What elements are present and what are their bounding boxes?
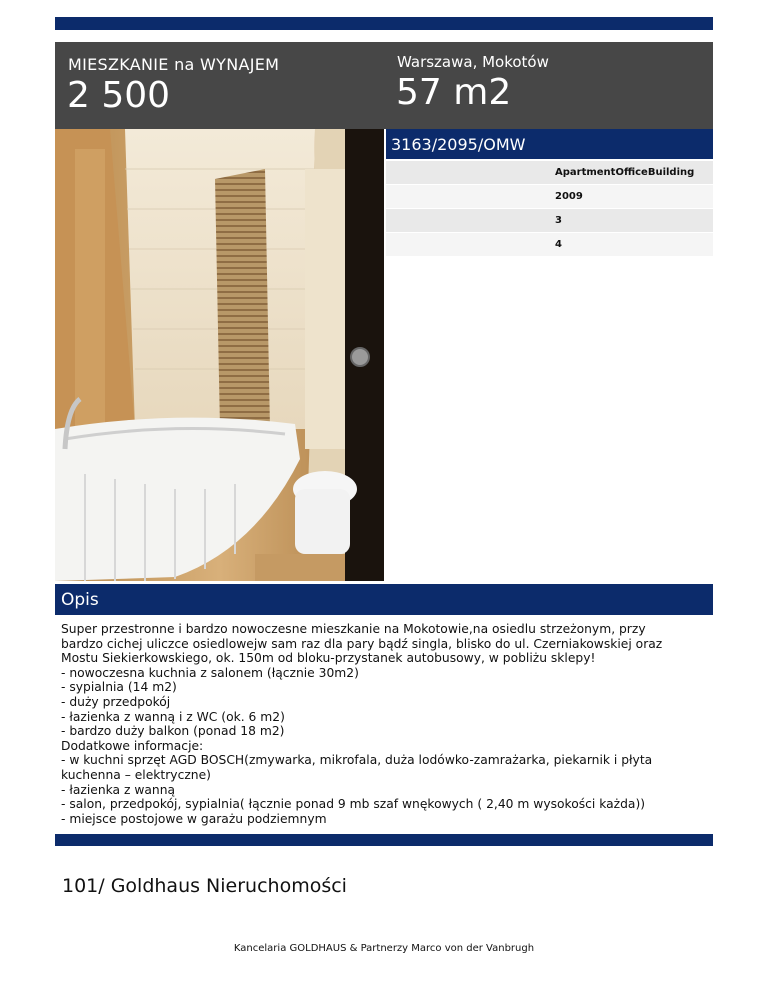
- description-line: - łazienka z wanną i z WC (ok. 6 m2): [61, 709, 285, 724]
- bottom-accent-bar: [55, 834, 713, 846]
- property-rooms: 3: [386, 209, 713, 232]
- description-line: - łazienka z wanną: [61, 782, 176, 797]
- description-text: [61, 622, 711, 826]
- listing-price: 2 500: [67, 75, 171, 116]
- description-line: - w kuchni sprzęt AGD BOSCH(zmywarka, mikrofala, duża lodówko-zamrażarka, piekarnik i płyta: [61, 753, 653, 768]
- listing-reference: 3163/2095/OMW: [386, 129, 713, 159]
- description-line: kuchenna – elektryczne): [61, 767, 211, 782]
- listing-type: MIESZKANIE na WYNAJEM: [68, 55, 280, 74]
- top-accent-bar: [55, 17, 713, 30]
- description-line: - nowoczesna kuchnia z salonem (łącznie 30m2): [61, 665, 359, 680]
- property-floor: 4: [386, 233, 713, 256]
- description-heading: Opis: [55, 584, 713, 615]
- listing-header: [55, 42, 713, 129]
- description-line: Dodatkowe informacje:: [61, 738, 204, 753]
- description-line: Super przestronne i bardzo nowoczesne mieszkanie na Mokotowie,na osiedlu strzeżonym, przy: [61, 622, 646, 636]
- description-line: - salon, przedpokój, sypialnia( łącznie ponad 9 mb szaf wnękowych ( 2,40 m wysokości każda)): [61, 797, 646, 812]
- description-line: - sypialnia (14 m2): [61, 680, 177, 695]
- property-list: [386, 161, 713, 257]
- description-line: - bardzo duży balkon (ponad 18 m2): [61, 724, 285, 739]
- property-building-type: ApartmentOfficeBuilding: [386, 161, 713, 184]
- property-year: 2009: [386, 185, 713, 208]
- bathroom-photo: [55, 129, 384, 581]
- listing-location: Warszawa, Mokotów: [397, 53, 549, 71]
- listing-area: 57 m2: [396, 72, 512, 113]
- page-footer: Kancelaria GOLDHAUS & Partnerzy Marco von der Vanbrugh: [233, 943, 535, 954]
- description-line: - miejsce postojowe w garażu podziemnym: [61, 811, 327, 826]
- agent-name: 101/ Goldhaus Nieruchomości: [62, 875, 347, 897]
- description-line: Mostu Siekierkowskiego, ok. 150m od bloku-przystanek autobusowy, w pobliżu sklepy!: [61, 651, 596, 666]
- description-line: bardzo cichej uliczce osiedlowejw sam raz dla pary bądź singla, blisko do ul. Czerniakowskiej oraz: [61, 636, 663, 651]
- description-line: - duży przedpokój: [61, 694, 171, 709]
